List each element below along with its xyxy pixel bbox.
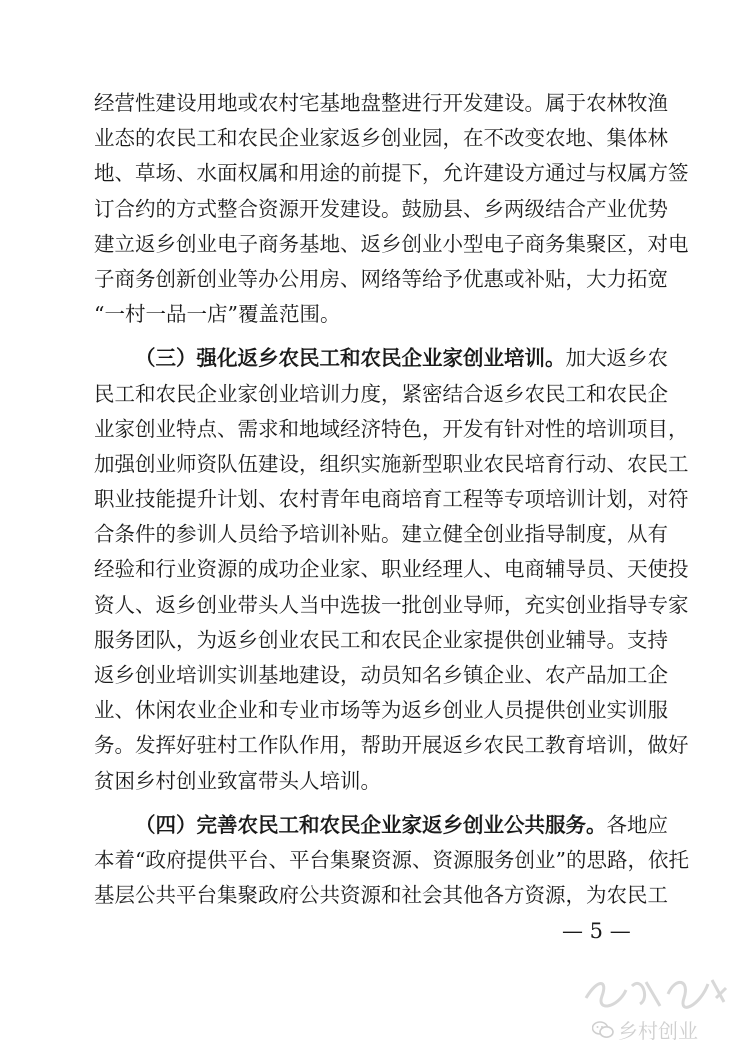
text-line: 子商务创新创业等办公用房、网络等给予优惠或补贴，大力拓宽 (94, 266, 668, 291)
text-line: 订合约的方式整合资源开发建设。鼓励县、乡两级结合产业优势 (94, 196, 668, 221)
text-line: 合条件的参训人员给予培训补贴。建立健全创业指导制度，从有 (94, 522, 668, 547)
text-line: 本着“政府提供平台、平台集聚资源、资源服务创业”的思路，依托 (94, 847, 689, 872)
wechat-icon (592, 1021, 614, 1039)
wechat-watermark (592, 1015, 698, 1044)
section-heading-4: （四）完善农民工和农民企业家返乡创业公共服务。 (135, 812, 607, 837)
text-line: 资人、返乡创业带头人当中选拔一批创业导师，充实创业指导专家 (94, 592, 689, 617)
text-line: 务。发挥好驻村工作队作用，帮助开展返乡农民工教育培训，做好 (94, 733, 689, 758)
text-line: 服务团队，为返乡创业农民工和农民企业家提供创业辅导。支持 (94, 627, 668, 652)
watermark-text: 乡村创业 (618, 1019, 698, 1043)
text-line: 地、草场、水面权属和用途的前提下，允许建设方通过与权属方签 (94, 161, 689, 186)
text-line: 经营性建设用地或农村宅基地盘整进行开发建设。属于农林牧渔 (94, 91, 668, 115)
page-number: — 5 — (562, 919, 631, 943)
calligraphy-watermark-graphic (580, 968, 730, 1014)
text-line: 业家创业特点、需求和地域经济特色，开发有针对性的培训项目， (94, 416, 689, 441)
text-line: 建立返乡创业电子商务基地、返乡创业小型电子商务集聚区，对电 (94, 231, 689, 256)
text-line: 贫困乡村创业致富带头人培训。 (94, 768, 381, 793)
text-line: 业态的农民工和农民企业家返乡创业园，在不改变农地、集体林 (94, 126, 668, 151)
section-heading-3: （三）强化返乡农民工和农民企业家创业培训。 (135, 346, 566, 371)
text-line: 基层公共平台集聚政府公共资源和社会其他各方资源，为农民工 (94, 883, 668, 908)
paragraph-4-first-line: （四）完善农民工和农民企业家返乡创业公共服务。各地应 (135, 812, 668, 837)
text-line: 业、休闲农业企业和专业市场等为返乡创业人员提供创业实训服 (94, 698, 668, 723)
text-line: 职业技能提升计划、农村青年电商培育工程等专项培训计划，对符 (94, 487, 689, 512)
text-line: 民工和农民企业家创业培训力度，紧密结合返乡农民工和农民企 (94, 381, 668, 406)
text-line: 经验和行业资源的成功企业家、职业经理人、电商辅导员、天使投 (94, 557, 689, 582)
paragraph-3-first-line: （三）强化返乡农民工和农民企业家创业培训。加大返乡农 (135, 346, 668, 371)
text-line: 加强创业师资队伍建设，组织实施新型职业农民培育行动、农民工 (94, 451, 689, 476)
body-text (94, 86, 689, 913)
text-line: “一村一品一店”覆盖范围。 (94, 302, 341, 327)
text-line: 返乡创业培训实训基地建设，动员知名乡镇企业、农产品加工企 (94, 663, 668, 687)
